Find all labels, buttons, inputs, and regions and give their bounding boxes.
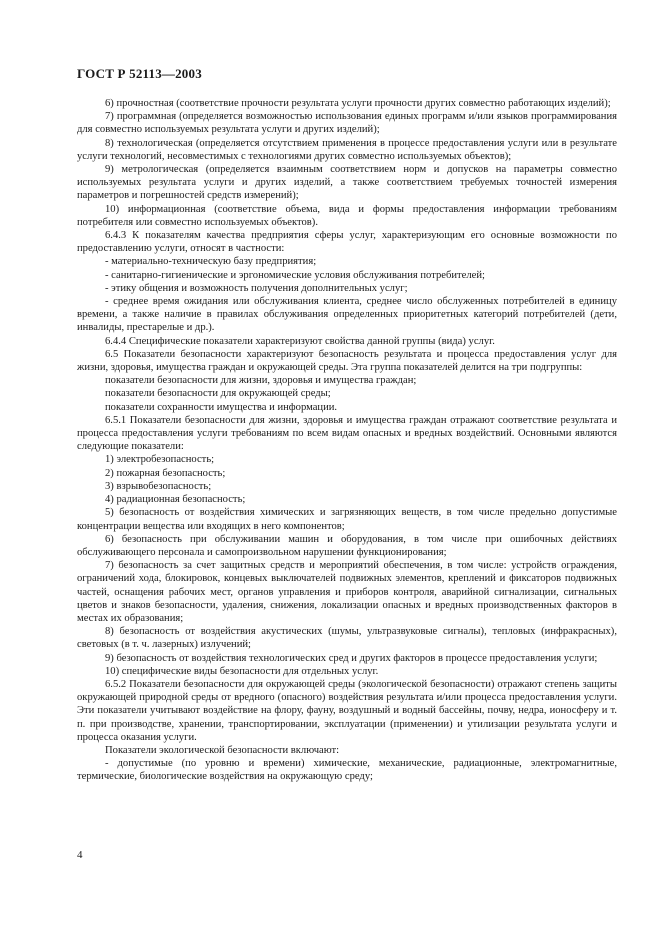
paragraph: 6.5.2 Показатели безопасности для окружающей среды (экологической безопасности) отражают степень защиты окружающей природной среды от вредного (опасного) воздействия результата и/или процесса предоставления услуги. Эти показатели учитывают воздействие на флору, фауну, воздушный и водный бассейны, почву, недра, ионосферу и т. п. при производстве, хранении, транспортировании, эксплуатации (применении) и утилизации результата услуги и процесса оказания услуги. bbox=[77, 678, 617, 743]
paragraph: 6.4.3 К показателям качества предприятия сферы услуг, характеризующим его основные возможности по предоставлению услуги, относят в частности: bbox=[77, 230, 617, 255]
paragraph: 6) прочностная (соответствие прочности результата услуги прочности других совместно работающих изделий); bbox=[105, 98, 611, 109]
paragraph: 5) безопасность от воздействия химических и загрязняющих веществ, в том числе предельно допустимые концентрации вещества или входящих в него компонентов; bbox=[77, 507, 617, 532]
paragraph: 1) электробезопасность; bbox=[105, 454, 215, 466]
paragraph: показатели сохранности имущества и информации. bbox=[105, 401, 338, 413]
paragraph: 10) специфические виды безопасности для отдельных услуг. bbox=[105, 665, 379, 677]
paragraph: 9) метрологическая (определяется взаимным соответствием норм и допусков на параметры совместно используемых результата услуги и других изделий, а также соответствием требуемых точностей измерения параметров и погрешностей средств измерений); bbox=[77, 164, 617, 202]
paragraph: 6) безопасность при обслуживании машин и оборудования, в том числе при ошибочных действиях обслуживающего персонала и самопроизвольном нарушении функционирования; bbox=[77, 533, 617, 558]
paragraph: 10) информационная (соответствие объема, вида и формы предоставления информации требованиям потребителя или совместно используемых объектов). bbox=[77, 203, 617, 228]
paragraph: - среднее время ожидания или обслуживания клиента, среднее число обслуженных потребителей в единицу времени, а также наличие в правилах обслуживания определенных приоритетных категорий потребителей (дети, инвалиды, престарелые и др.). bbox=[77, 296, 617, 334]
paragraph: Показатели экологической безопасности включают: bbox=[105, 744, 340, 756]
paragraph: 3) взрывобезопасность; bbox=[105, 480, 212, 492]
paragraph: - материально-техническую базу предприятия; bbox=[105, 256, 317, 268]
paragraph: 6.5.1 Показатели безопасности для жизни, здоровья и имущества граждан отражают соответствие результата и процесса предоставления услуги требованиям по всем видам опасных и вредных воздействий. Основными являются следующие показатели: bbox=[77, 414, 617, 453]
paragraph: 4) радиационная безопасность; bbox=[105, 494, 246, 506]
standard-header: ГОСТ Р 52113—2003 bbox=[77, 66, 202, 81]
paragraph: - допустимые (по уровню и времени) химические, механические, радиационные, электромагнитные, термические, биологические воздействия на окружающую среду; bbox=[77, 758, 617, 783]
paragraph: - этику общения и возможность получения дополнительных услуг; bbox=[105, 282, 408, 294]
paragraph: 7) программная (определяется возможностью использования единых программ и/или языков программирования для совместно используемых результата услуги и других изделий); bbox=[77, 111, 617, 136]
document-body bbox=[77, 97, 617, 784]
paragraph: - санитарно-гигиенические и эргономические условия обслуживания потребителей; bbox=[105, 269, 485, 281]
paragraph: 8) безопасность от воздействия акустических (шумы, ультразвуковые сигналы), тепловых (инфракрасных), световых (в т. ч. лазерных) излучений; bbox=[77, 626, 617, 651]
paragraph: 6.4.4 Специфические показатели характеризуют свойства данной группы (вида) услуг. bbox=[105, 335, 495, 347]
paragraph: показатели безопасности для окружающей среды; bbox=[105, 388, 331, 400]
paragraph: показатели безопасности для жизни, здоровья и имущества граждан; bbox=[105, 375, 417, 387]
paragraph: 9) безопасность от воздействия технологических сред и других факторов в процессе предоставления услуги; bbox=[105, 652, 598, 664]
paragraph: 2) пожарная безопасность; bbox=[105, 467, 226, 479]
paragraph: 7) безопасность за счет защитных средств и мероприятий обеспечения, в том числе: устройств ограждения, ограничений хода, блокировок, концевых выключателей подвижных элементов, креплений и фиксаторов подвижных частей, оснащения рабочих мест, органов управления и приборов контроля, аварийной сигнализации, сигнальных цветов и знаков безопасности, удаления, снижения, локализации опасных и вредных производственных факторов в местах их образования; bbox=[77, 560, 617, 624]
paragraph: 8) технологическая (определяется отсутствием применения в процессе предоставления услуги или в результате услуги технологий, несовместимых с технологиями других совместно используемых объектов); bbox=[77, 137, 617, 162]
paragraph: 6.5 Показатели безопасности характеризуют безопасность результата и процесса предоставления услуг для жизни, здоровья, имущества граждан и окружающей среды. Эта группа показателей делится на три подгруппы: bbox=[77, 348, 617, 374]
page-number: 4 bbox=[77, 849, 83, 861]
